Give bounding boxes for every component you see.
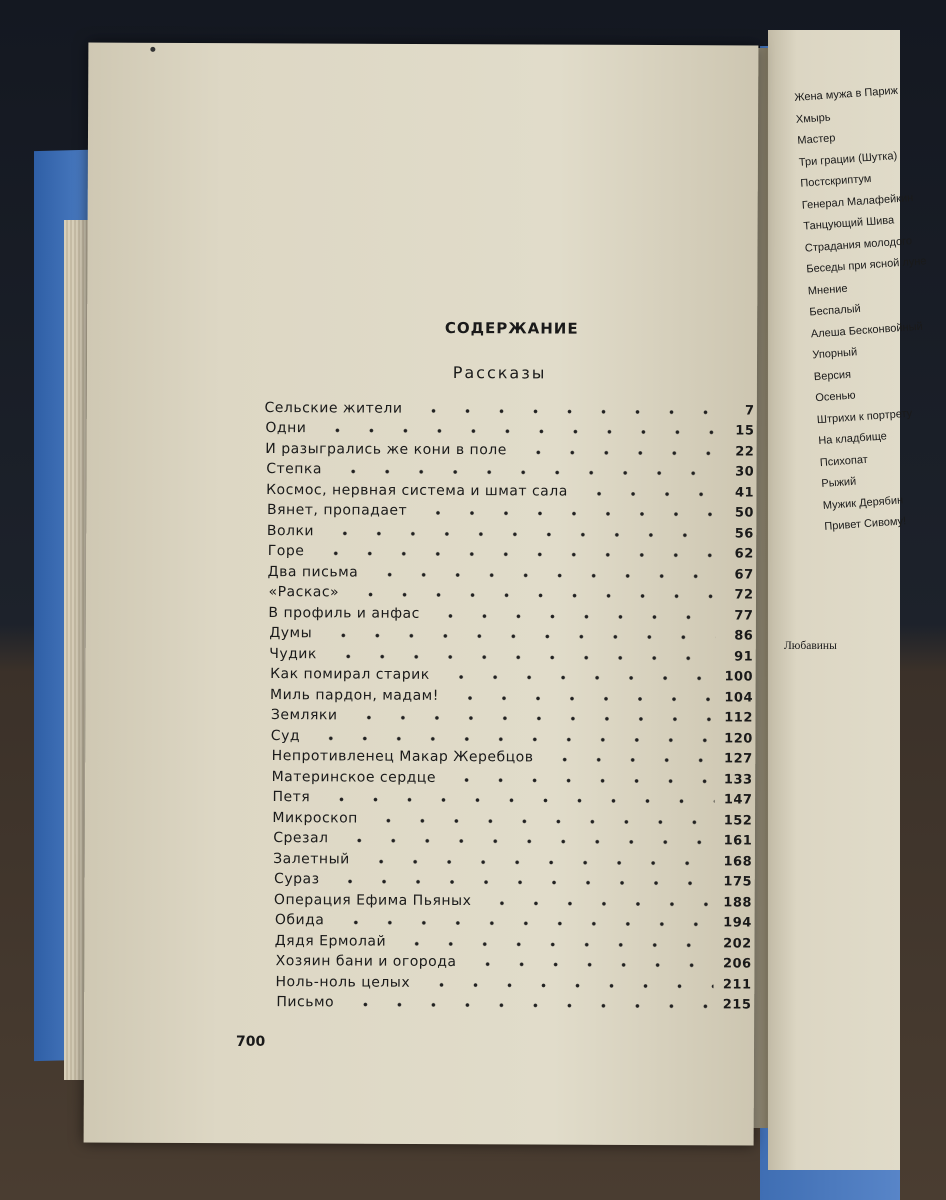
- toc-entry-title: Обида: [274, 912, 325, 929]
- toc-entry-title: Космос, нервная система и шмат сала: [266, 481, 568, 500]
- right-page-entry: Жена мужа в Париж: [794, 84, 899, 104]
- toc-entry: [270, 662, 753, 685]
- right-page-entry: Беспалый: [808, 302, 862, 319]
- right-page-entry: Осенью: [814, 389, 856, 405]
- toc-entry-page: 15: [735, 423, 755, 439]
- toc-entry: [272, 785, 752, 808]
- toc-entry: [275, 908, 752, 931]
- toc-entry-page: 86: [734, 628, 754, 644]
- toc-dot-leader: [316, 797, 714, 803]
- toc-entry: [268, 559, 754, 582]
- toc-entry-page: 91: [734, 648, 754, 665]
- right-page-entry: Привет Сивому!: [823, 515, 907, 533]
- toc-dot-leader: [416, 982, 713, 988]
- toc-entry-page: 50: [734, 505, 755, 521]
- toc-entry-page: 7: [744, 403, 755, 419]
- toc-heading: СОДЕРЖАНИЕ: [444, 318, 579, 338]
- table-of-contents: [261, 318, 755, 1013]
- toc-entry: [271, 703, 753, 726]
- right-page-entry: Три грации (Шутка): [798, 149, 898, 169]
- toc-entry-title: Волки: [266, 522, 315, 539]
- toc-dot-leader: [320, 531, 716, 537]
- toc-entry: [272, 764, 753, 787]
- toc-entry-page: 215: [722, 997, 752, 1013]
- toc-entry: [266, 457, 754, 480]
- toc-section-title: Рассказы: [452, 362, 547, 383]
- toc-dot-leader: [408, 408, 716, 414]
- toc-dot-leader: [356, 859, 714, 865]
- toc-entry: [265, 436, 754, 459]
- right-page-entry: Страдания молодого: [804, 234, 913, 255]
- toc-entry-page: 30: [735, 464, 755, 480]
- toc-dot-leader: [364, 818, 715, 824]
- toc-entry: [272, 805, 752, 828]
- toc-dot-leader: [463, 962, 714, 967]
- right-page-entry: Танцующий Шива: [802, 214, 895, 233]
- toc-dot-leader: [330, 920, 714, 926]
- toc-entry: [270, 682, 753, 705]
- right-page-extra-entry: Любавины: [784, 640, 837, 652]
- toc-entry-page: 72: [734, 587, 754, 603]
- toc-entry-title: Непротивленец Макар Жеребцов: [271, 748, 534, 766]
- toc-entry-page: 104: [724, 689, 754, 706]
- toc-entry-title: Материнское сердце: [271, 768, 437, 786]
- right-page-entry: Постскриптум: [799, 172, 872, 190]
- toc-entry: [268, 600, 753, 623]
- toc-entry-list: [261, 395, 754, 1013]
- toc-entry-page: 62: [734, 546, 754, 562]
- toc-entry-page: 152: [723, 812, 753, 829]
- toc-entry: [269, 641, 753, 664]
- toc-entry: [267, 498, 754, 521]
- toc-entry: [275, 928, 752, 951]
- toc-entry-page: 202: [723, 935, 752, 952]
- toc-dot-leader: [392, 941, 714, 947]
- toc-entry-title: Два письма: [267, 563, 359, 580]
- toc-entry-title: Чудик: [269, 645, 317, 662]
- toc-entry-page: 206: [722, 956, 752, 972]
- toc-dot-leader: [513, 450, 716, 455]
- toc-entry-title: И разыгрались же кони в поле: [265, 440, 507, 458]
- right-page-entry: Беседы при ясной луне: [805, 255, 927, 276]
- toc-entry-title: Земляки: [270, 707, 338, 724]
- page-ink-spot: [150, 47, 155, 52]
- toc-entry-title: Срезал: [273, 830, 329, 847]
- toc-entry-page: 161: [723, 833, 753, 849]
- toc-entry-page: 147: [723, 792, 753, 808]
- toc-dot-leader: [442, 777, 715, 782]
- toc-dot-leader: [326, 879, 715, 885]
- toc-dot-leader: [436, 675, 715, 680]
- toc-entry: [275, 969, 751, 992]
- toc-entry: [271, 723, 753, 746]
- right-page-contents-list: [794, 84, 946, 543]
- toc-entry-title: Дядя Ермолай: [274, 932, 387, 950]
- toc-entry-title: Суд: [270, 727, 301, 744]
- right-page-entry: Мнение: [807, 282, 848, 297]
- right-page-entry: Упорный: [811, 346, 858, 362]
- toc-dot-leader: [445, 695, 715, 700]
- toc-entry-title: Микроскоп: [272, 809, 358, 826]
- toc-entry-title: Думы: [269, 625, 313, 642]
- toc-dot-leader: [335, 838, 715, 844]
- toc-entry: [273, 826, 752, 849]
- toc-entry-page: 100: [724, 669, 754, 685]
- toc-entry-title: Миль пардон, мадам!: [269, 686, 439, 704]
- toc-entry: [269, 621, 753, 644]
- toc-entry-title: Ноль-ноль целых: [275, 973, 411, 991]
- toc-entry: [269, 580, 754, 603]
- right-page: [768, 30, 927, 1170]
- toc-entry-page: 194: [723, 915, 752, 931]
- toc-entry: [266, 477, 754, 500]
- toc-entry-title: Письмо: [276, 994, 335, 1011]
- right-page-entry: Мастер: [796, 132, 836, 147]
- toc-entry-title: Петя: [272, 789, 311, 806]
- toc-entry-title: Вянет, пропадает: [266, 502, 408, 519]
- toc-entry: [265, 416, 754, 439]
- toc-entry-title: «Раскас»: [268, 584, 340, 601]
- toc-dot-leader: [306, 736, 715, 742]
- toc-entry: [276, 949, 752, 972]
- toc-dot-leader: [328, 469, 716, 475]
- right-page-entry: Версия: [813, 368, 852, 383]
- toc-dot-leader: [318, 633, 715, 639]
- toc-entry-page: 67: [734, 566, 754, 583]
- right-page-entry: На кладбище: [817, 430, 888, 448]
- toc-dot-leader: [364, 572, 715, 578]
- right-page-entry: Мужик Дерябин: [822, 493, 904, 512]
- toc-dot-leader: [426, 613, 716, 619]
- toc-entry-title: Хозяин бани и огорода: [275, 953, 457, 971]
- toc-entry-title: Степка: [266, 461, 322, 478]
- toc-entry-title: Операция Ефима Пьяных: [273, 891, 472, 909]
- toc-dot-leader: [323, 654, 715, 660]
- right-page-entry: Алеша Бесконвойный: [810, 320, 924, 340]
- toc-entry-title: Как помирал старик: [270, 666, 430, 683]
- right-page-entry: Штрихи к портрету: [816, 407, 913, 426]
- toc-entry-page: 41: [734, 484, 755, 501]
- toc-entry-title: Залетный: [273, 850, 350, 867]
- toc-entry-page: 22: [735, 443, 755, 460]
- toc-entry-page: 188: [723, 894, 752, 911]
- toc-entry-page: 127: [724, 751, 753, 767]
- toc-entry-page: 133: [723, 771, 753, 788]
- toc-entry-page: 77: [734, 607, 754, 624]
- toc-entry-page: 56: [734, 525, 754, 542]
- toc-entry: [276, 990, 751, 1013]
- right-page-entry: Психопат: [819, 453, 869, 469]
- toc-entry-title: Сураз: [274, 871, 320, 888]
- toc-dot-leader: [477, 901, 714, 906]
- toc-entry: [264, 395, 754, 418]
- toc-dot-leader: [539, 757, 714, 762]
- toc-entry: [274, 867, 752, 890]
- toc-entry-title: Сельские жители: [264, 399, 403, 417]
- toc-dot-leader: [413, 511, 716, 517]
- toc-entry-page: 168: [723, 853, 753, 870]
- toc-dot-leader: [340, 1002, 713, 1008]
- page-number: 700: [236, 1034, 266, 1050]
- toc-entry-title: Горе: [267, 543, 305, 560]
- toc-dot-leader: [343, 715, 714, 721]
- toc-entry-page: 211: [722, 976, 752, 993]
- toc-dot-leader: [312, 428, 716, 434]
- toc-entry-page: 112: [724, 710, 753, 726]
- right-page-entry: Рыжий: [820, 475, 857, 491]
- right-page-entry: Генерал Малафейкин: [801, 191, 914, 212]
- toc-entry: [272, 744, 753, 767]
- toc-entry-page: 120: [724, 730, 753, 747]
- right-page-entry: Хмырь: [795, 111, 831, 126]
- toc-entry: [268, 539, 754, 562]
- toc-entry: [274, 887, 752, 910]
- toc-entry-title: Одни: [265, 420, 307, 437]
- toc-entry-title: В профиль и анфас: [268, 604, 420, 622]
- toc-entry: [267, 518, 754, 541]
- toc-dot-leader: [345, 592, 715, 598]
- toc-entry-page: 175: [723, 874, 753, 890]
- toc-entry: [273, 846, 752, 869]
- toc-dot-leader: [310, 551, 715, 557]
- toc-dot-leader: [574, 491, 716, 496]
